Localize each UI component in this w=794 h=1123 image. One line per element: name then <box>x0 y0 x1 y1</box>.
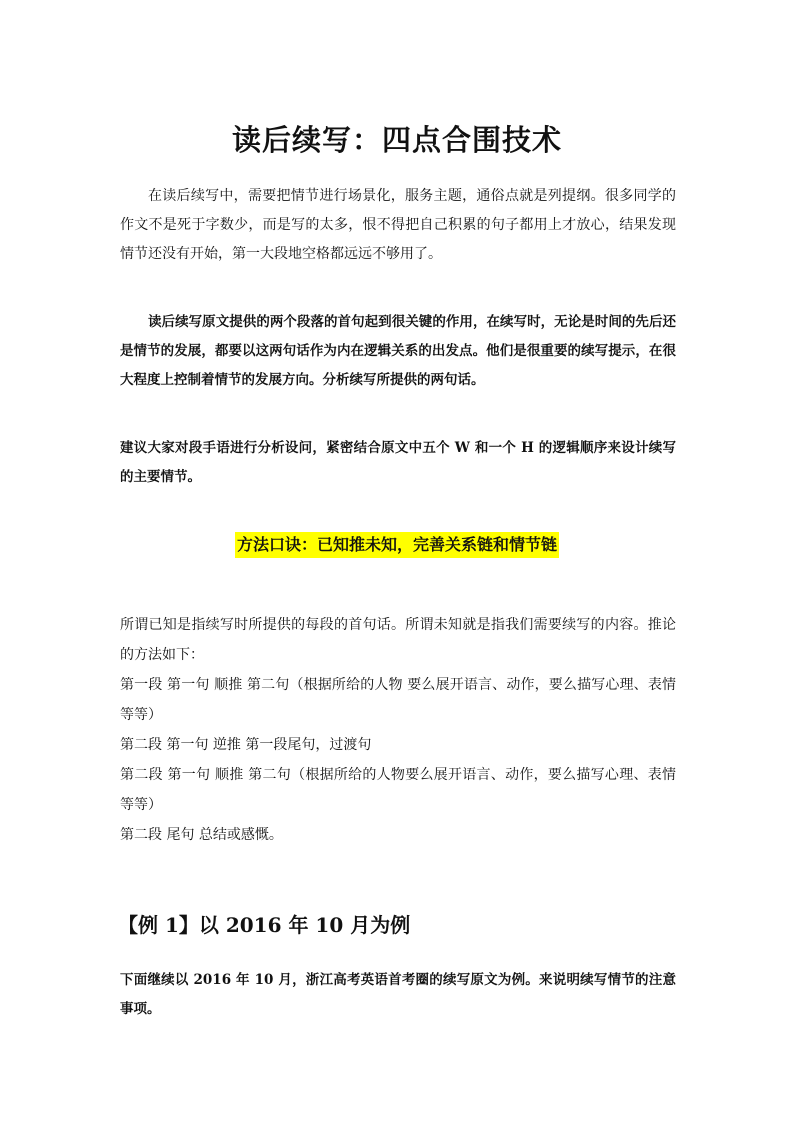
method-line-para2-backward: 第二段 第一句 逆推 第一段尾句，过渡句 <box>120 737 372 753</box>
method-explanation <box>120 610 676 850</box>
method-line-para2-forward: 第二段 第一句 顺推 第二句（根据所给的人物要么展开语言、动作，要么描写心理、表情等等） <box>120 767 676 813</box>
intro-paragraph: 在读后续写中，需要把情节进行场景化，服务主题，通俗点就是列提纲。很多同学的作文不是死于字数少，而是写的太多，恨不得把自己积累的句子都用上才放心，结果发现情节还没有开始，第一大段地空格都远远不够用了。 <box>120 188 676 262</box>
method-formula-container <box>0 532 794 558</box>
first-sentences-paragraph: 读后续写原文提供的两个段落的首句起到很关键的作用，在续写时，无论是时间的先后还是情节的发展，都要以这两句话作为内在逻辑关系的出发点。他们是很重要的续写提示，在很大程度上控制着情节的发展方向。分析续写所提供的两句话。 <box>120 314 676 388</box>
example-heading: 【例 1】以 2016 年 10 月为例 <box>118 913 411 937</box>
method-line-para1-forward: 第一段 第一句 顺推 第二句（根据所给的人物 要么展开语言、动作，要么描写心理、表情等等） <box>120 677 676 723</box>
method-line-para2-ending: 第二段 尾句 总结或感慨。 <box>120 827 283 843</box>
example-paragraph: 下面继续以 2016 年 10 月，浙江高考英语首考圈的续写原文为例。来说明续写情节的注意事项。 <box>120 972 676 1017</box>
suggestion-paragraph: 建议大家对段手语进行分析设问，紧密结合原文中五个 W 和一个 H 的逻辑顺序来设计续写的主要情节。 <box>120 440 676 485</box>
document-title: 读后续写：四点合围技术 <box>231 123 562 157</box>
method-line-known-unknown: 所谓已知是指续写时所提供的每段的首句话。所谓未知就是指我们需要续写的内容。推论的方法如下： <box>120 617 676 663</box>
method-formula-highlight: 方法口诀：已知推未知，完善关系链和情节链 <box>235 532 559 558</box>
